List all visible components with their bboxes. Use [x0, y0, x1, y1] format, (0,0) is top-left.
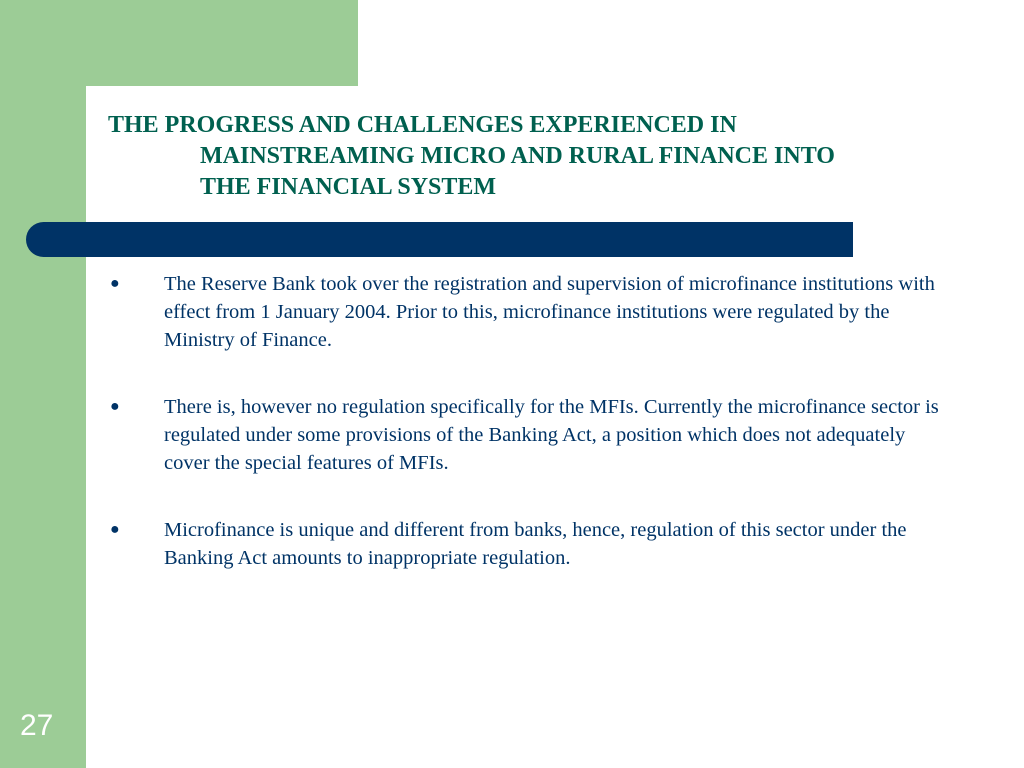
title-line-2: MAINSTREAMING MICRO AND RURAL FINANCE INTO	[200, 143, 835, 169]
bullet-list	[108, 270, 948, 572]
slide-title	[108, 110, 988, 203]
bullet-item-3	[108, 516, 948, 572]
green-top-band	[0, 0, 358, 86]
bullet-icon: ●	[110, 521, 120, 538]
bullet-text-3: Microfinance is unique and different from banks, hence, regulation of this sector under the Banking Act amounts to inappropriate regulation.	[164, 519, 907, 569]
bullet-item-2	[108, 393, 948, 477]
bullet-item-1	[108, 270, 948, 354]
bullet-icon: ●	[110, 398, 120, 415]
bullet-text-1: The Reserve Bank took over the registration and supervision of microfinance institutions with effect from 1 January 2004. Prior to this, microfinance institutions were regulated by the Ministry of Finance.	[164, 273, 935, 351]
bullet-icon: ●	[110, 275, 120, 292]
title-line-3: THE FINANCIAL SYSTEM	[200, 174, 497, 200]
title-divider-bar	[26, 222, 853, 257]
bullet-text-2: There is, however no regulation specifically for the MFIs. Currently the microfinance sector is regulated under some provisions of the Banking Act, a position which does not adequately cover the special features of MFIs.	[164, 396, 939, 474]
green-side-band	[0, 0, 86, 768]
title-line-1: THE PROGRESS AND CHALLENGES EXPERIENCED IN	[108, 112, 737, 138]
slide-number: 27	[20, 709, 54, 742]
